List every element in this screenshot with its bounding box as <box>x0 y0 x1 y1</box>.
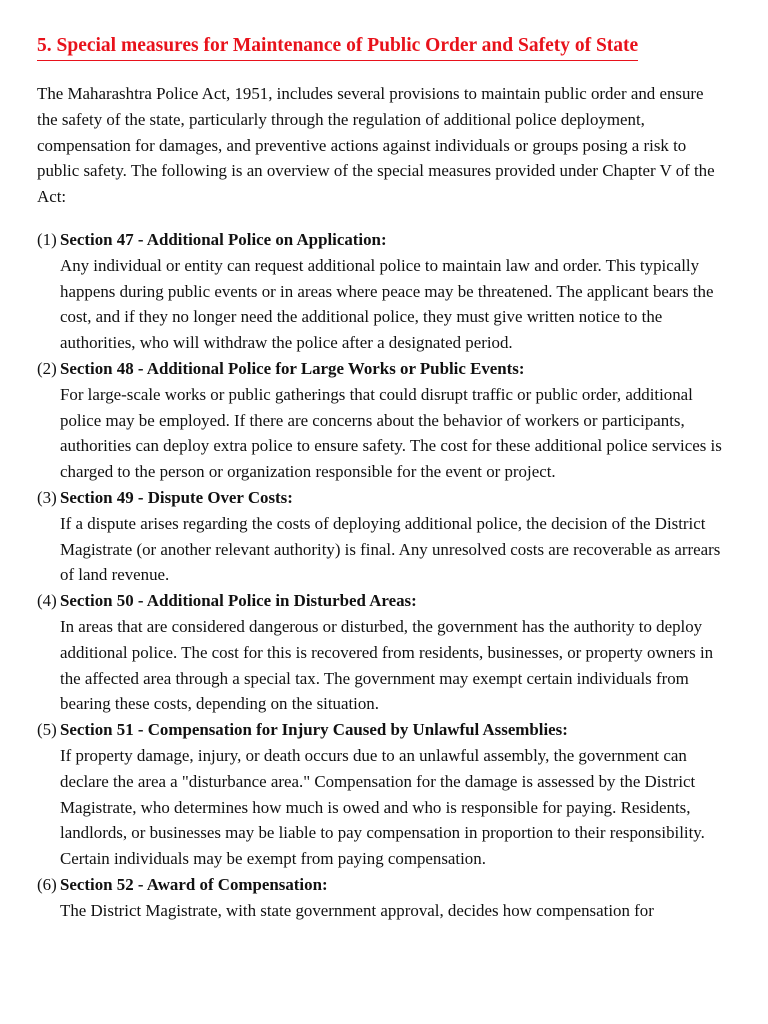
item-title: Section 49 - Dispute Over Costs: <box>60 487 293 507</box>
item-body: In areas that are considered dangerous or disturbed, the government has the authority to deploy additional police. The cost for this is recovered from residents, businesses, or property owners in the affected area through a special tax. The government may exempt certain individuals from bearing these costs, depending on the situation. <box>60 616 714 714</box>
list-item <box>37 485 737 588</box>
item-title: Section 50 - Additional Police in Disturbed Areas: <box>60 591 417 611</box>
item-body: If a dispute arises regarding the costs of deploying additional police, the decision of the District Magistrate (or another relevant authority) is final. Any unresolved costs are recoverable as arrears of land revenue. <box>60 513 721 585</box>
item-title: Section 52 - Award of Compensation: <box>60 874 328 894</box>
item-title: Section 51 - Compensation for Injury Caused by Unlawful Assemblies: <box>60 720 568 740</box>
item-title: Section 48 - Additional Police for Large Works or Public Events: <box>60 358 525 378</box>
document-page <box>37 33 737 924</box>
heading-text: . Special measures for Maintenance of Public Order and Safety of State <box>46 35 639 56</box>
item-number: (3) <box>37 487 57 507</box>
list-item <box>37 356 737 485</box>
sections-list <box>37 227 737 924</box>
item-title: Section 47 - Additional Police on Application: <box>60 229 387 249</box>
item-number: (1) <box>37 229 57 249</box>
item-body: For large-scale works or public gatherings that could disrupt traffic or public order, additional police may be employed. If there are concerns about the behavior of workers or participants, authorities can deploy extra police to ensure safety. The cost for these additional police services is charged to the person or organization responsible for the event or project. <box>60 384 722 482</box>
item-number: (5) <box>37 720 57 740</box>
list-item <box>37 872 737 924</box>
section-heading <box>37 33 638 61</box>
list-item <box>37 227 737 356</box>
item-number: (4) <box>37 591 57 611</box>
list-item <box>37 717 737 872</box>
item-number: (6) <box>37 874 57 894</box>
list-item <box>37 588 737 717</box>
item-body: If property damage, injury, or death occurs due to an unlawful assembly, the government can declare the area a "disturbance area." Compensation for the damage is assessed by the District Magistrate, who determines how much is owed and who is responsible for paying. Residents, landlords, or businesses may be liable to pay compensation in proportion to their responsibility. Certain individuals may be exempt from paying compensation. <box>60 745 705 869</box>
item-body: The District Magistrate, with state government approval, decides how compensation for <box>60 900 654 920</box>
item-number: (2) <box>37 358 57 378</box>
intro-paragraph: The Maharashtra Police Act, 1951, includes several provisions to maintain public order and ensure the safety of the state, particularly through the regulation of additional police deployment, compensation for damages, and preventive actions against individuals or groups posing a risk to public safety. The following is an overview of the special measures provided under Chapter V of the Act: <box>37 84 715 207</box>
item-body: Any individual or entity can request additional police to maintain law and order. This typically happens during public events or in areas where peace may be threatened. The applicant bears the cost, and if they no longer need the additional police, they must give written notice to the authorities, who will withdraw the police after a designated period. <box>60 255 714 353</box>
heading-number: 5 <box>37 35 47 56</box>
